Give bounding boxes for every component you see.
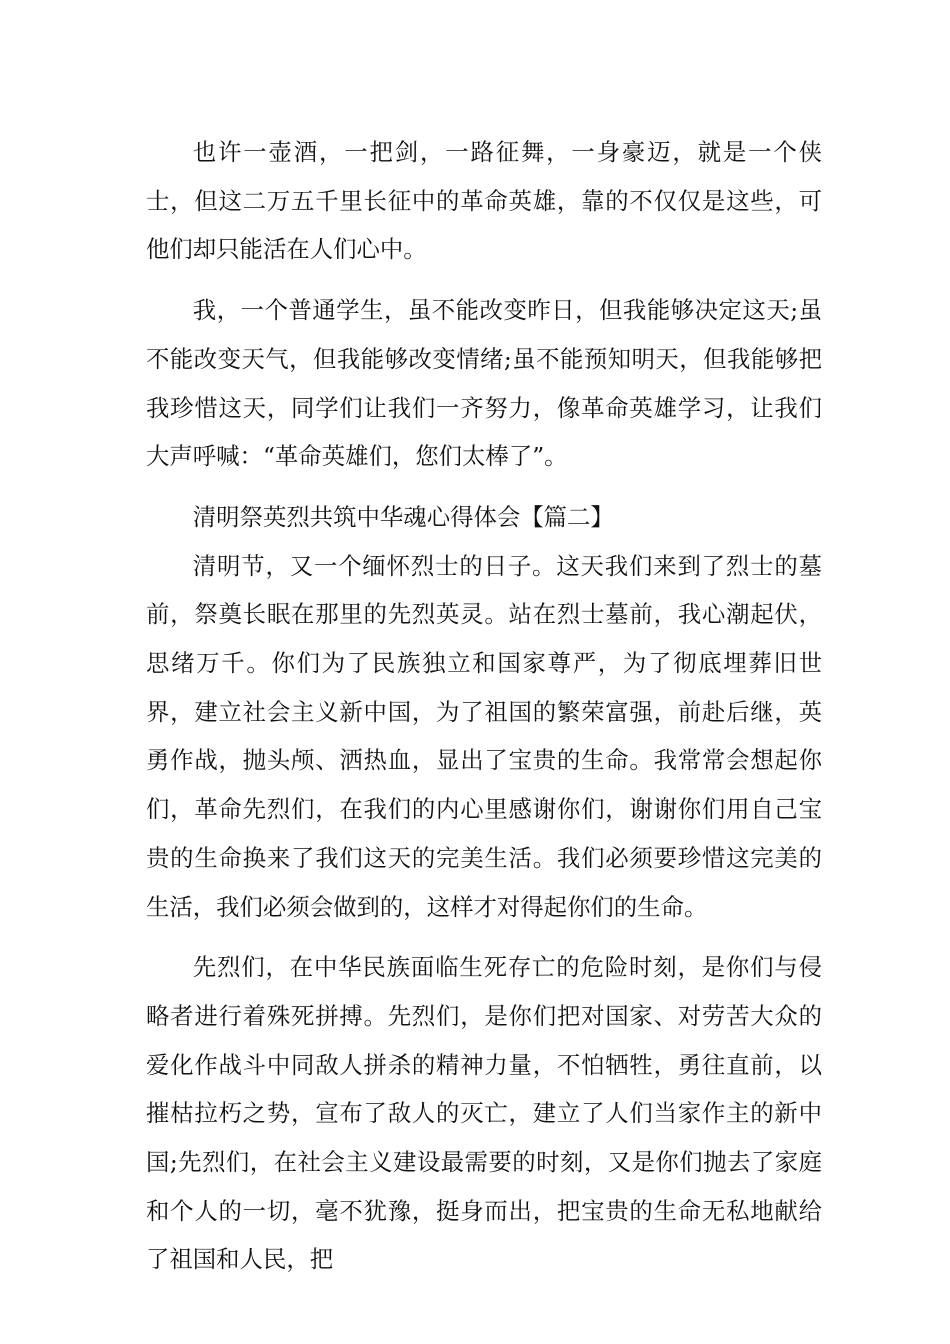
paragraph-4: 先烈们，在中华民族面临生死存亡的危险时刻，是你们与侵略者进行着殊死拼搏。先烈们，是你们把对国家、对劳苦大众的爱化作战斗中同敌人拼杀的精神力量，不怕牺牲，勇往直前，以摧枯拉朽之势，宣布了敌人的灭亡，建立了人们当家作主的新中国;先烈们，在社会主义建设最需要的时刻，又是你们抛去了家庭和个人的一切，毫不犹豫，挺身而出，把宝贵的生命无私地献给了祖国和人民，把 xyxy=(146,953,822,1274)
paragraph-1: 也许一壶酒，一把剑，一路征舞，一身豪迈，就是一个侠士，但这二万五千里长征中的革命英雄，靠的不仅仅是这些，可他们却只能活在人们心中。 xyxy=(146,138,822,264)
paragraph-2: 我，一个普通学生，虽不能改变昨日，但我能够决定这天;虽不能改变天气，但我能够改变情绪;虽不能预知明天，但我能够把我珍惜这天，同学们让我们一齐努力，像革命英雄学习，让我们大声呼喊：“革命英雄们，您们太棒了”。 xyxy=(146,296,822,471)
document-body xyxy=(146,128,822,1284)
paragraph-3: 清明节，又一个缅怀烈士的日子。这天我们来到了烈士的墓前，祭奠长眠在那里的先烈英灵。站在烈士墓前，我心潮起伏，思绪万千。你们为了民族独立和国家尊严，为了彻底埋葬旧世界，建立社会主义新中国，为了祖国的繁荣富强，前赴后继，英勇作战，抛头颅、洒热血，显出了宝贵的生命。我常常会想起你们，革命先烈们，在我们的内心里感谢你们，谢谢你们用自己宝贵的生命换来了我们这天的完美生活。我们必须要珍惜这完美的生活，我们必须会做到的，这样才对得起你们的生命。 xyxy=(146,551,822,921)
section-heading: 清明祭英烈共筑中华魂心得体会【篇二】 xyxy=(192,502,614,531)
